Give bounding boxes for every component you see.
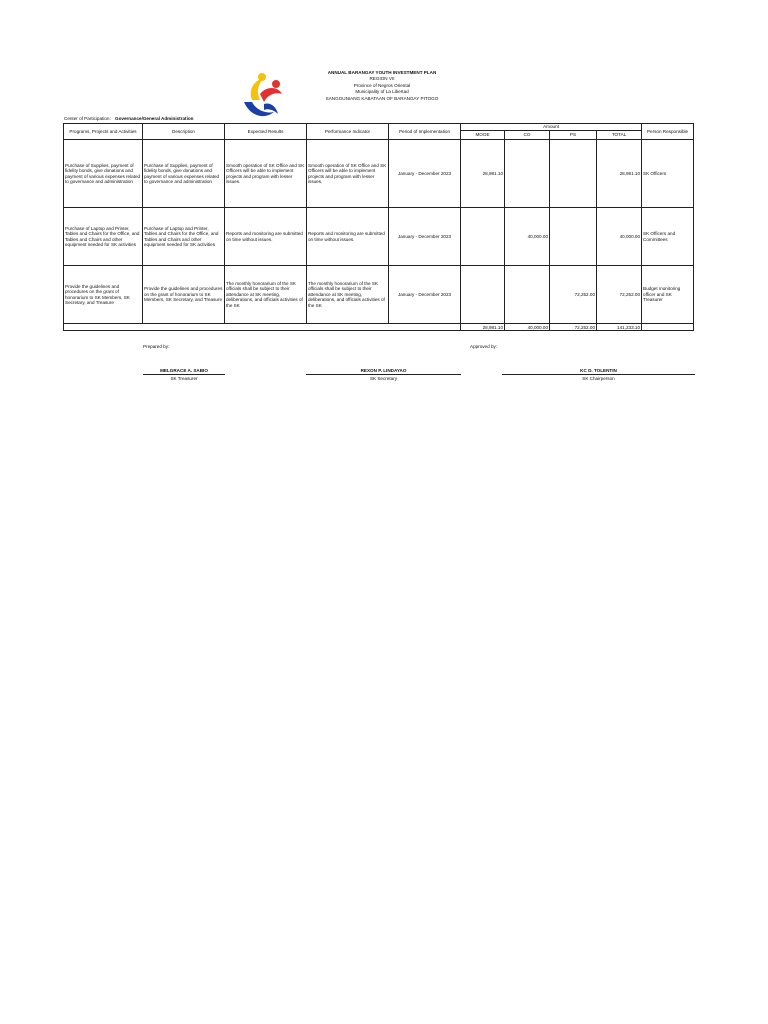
col-header-amount: Amount (461, 124, 642, 131)
signatory-secretary (306, 368, 461, 381)
table-totals-row (64, 324, 694, 331)
col-header-indicator: Performance Indicator (307, 124, 389, 140)
cell-description: Purchase of Supplies, payment of fidelity bonds, give donations and payment of various expenses related to governance and administration (143, 140, 225, 208)
cell-total: 72,252.00 (597, 266, 642, 324)
cell-period: January - December 2023 (389, 208, 461, 266)
cell-mooe: 28,981.10 (461, 140, 505, 208)
cell-mooe (461, 208, 505, 266)
signatory-role: SK Treasurer (170, 376, 198, 381)
cell-ps (550, 140, 597, 208)
cell-ps: 72,252.00 (550, 266, 597, 324)
col-header-ps: PS (550, 131, 597, 140)
table-header-row-top (64, 124, 694, 131)
col-header-period: Period of Implementation (389, 124, 461, 140)
signatory-name: MELGRACE A. SABIO (143, 368, 225, 375)
cell-programs: Purchase of Supplies, payment of fidelity bonds, give donations and payment of various expenses related to governance and administration (64, 140, 143, 208)
cell-ps (550, 208, 597, 266)
document-header (262, 70, 502, 102)
col-header-description: Description (143, 124, 225, 140)
cell-description: Provide the guidelines and procedures on the grant of honorarium to SK Members, SK Secretary, and Treasure (143, 266, 225, 324)
cell-mooe (461, 266, 505, 324)
totals-person-empty (642, 324, 694, 331)
cell-description: Purchase of Laptop and Printer, Tables and Chairs for the Office, and Tables and Chairs and other equipment needed for SK activities (143, 208, 225, 266)
cell-programs: Provide the guidelines and procedures on the grant of honorarium to SK Members, SK Secretary, and Treasure (64, 266, 143, 324)
cell-person: Budget monitoring officer and SK Treasurer (642, 266, 694, 324)
table-row (64, 140, 694, 208)
cop-label: Center of Participation: (64, 116, 111, 121)
col-header-person: Person Responsible (642, 124, 694, 140)
cell-indicator: Smooth operation of SK Office and SK Officers will be able to implement projects and program with lesser issues. (307, 140, 389, 208)
signatory-treasurer (143, 368, 225, 381)
col-header-expected: Expected Results (225, 124, 307, 140)
col-header-mooe: MOOE (461, 131, 505, 140)
col-header-co: CO (505, 131, 550, 140)
document-title: ANNUAL BARANGAY YOUTH INVESTMENT PLAN (327, 70, 437, 75)
cell-co (505, 140, 550, 208)
col-header-programs: Programs, Projects and Activities (64, 124, 143, 140)
prepared-by-label: Prepared by: (143, 344, 170, 349)
total-mooe: 28,981.10 (461, 324, 505, 331)
cell-expected: Smooth operation of SK Office and SK Officers will be able to implement projects and program with lesser issues. (225, 140, 307, 208)
header-sk-barangay: SANGGUNIANG KABATAAN OF BARANGAY PITOGO (325, 95, 439, 101)
col-header-total: TOTAL (597, 131, 642, 140)
cell-total: 28,981.10 (597, 140, 642, 208)
cell-indicator: The monthly honorarium of the SK officials shall be subject to their attendance at SK meeting, deliberations, and officials activities of the SK (307, 266, 389, 324)
total-ps: 72,252.00 (550, 324, 597, 331)
cell-co (505, 266, 550, 324)
cell-period: January - December 2023 (389, 266, 461, 324)
cell-indicator: Reports and monitoring are submitted on time without issues. (307, 208, 389, 266)
cell-co: 40,000.00 (505, 208, 550, 266)
grand-total: 141,233.10 (597, 324, 642, 331)
cell-person: SK Officers (642, 140, 694, 208)
center-of-participation (64, 116, 193, 121)
signatory-role: SK Secretary (369, 376, 398, 381)
signatory-name: KC D. TOLENTIN (502, 368, 695, 375)
totals-spacer (64, 324, 461, 331)
investment-plan-table (63, 123, 694, 331)
cell-programs: Purchase of Laptop and Printer, Tables and Chairs for the Office, and Tables and Chairs and other equipment needed for SK activities (64, 208, 143, 266)
cell-period: January - December 2023 (389, 140, 461, 208)
table-row (64, 266, 694, 324)
cell-expected: The monthly honorarium of the SK officials shall be subject to their attendance at SK meeting, deliberations, and officials activities of the SK (225, 266, 307, 324)
signatory-role: SK Chairperson (582, 376, 615, 381)
cell-person: SK Officers and Committees (642, 208, 694, 266)
header-region: REGION VII (369, 76, 395, 82)
signatory-chairperson (502, 368, 695, 381)
header-province: Province of Negros Oriental (353, 82, 411, 88)
cell-expected: Reports and monitoring are submitted on time without issues. (225, 208, 307, 266)
table-row (64, 208, 694, 266)
total-co: 40,000.00 (505, 324, 550, 331)
signatory-name: REXON P. LINDAYAO (306, 368, 461, 375)
cop-value: Governance/General Administration (115, 116, 194, 121)
header-municipality: Municipality of La Libertad (355, 89, 409, 95)
approved-by-label: Approved by: (470, 344, 498, 349)
cell-total: 40,000.00 (597, 208, 642, 266)
